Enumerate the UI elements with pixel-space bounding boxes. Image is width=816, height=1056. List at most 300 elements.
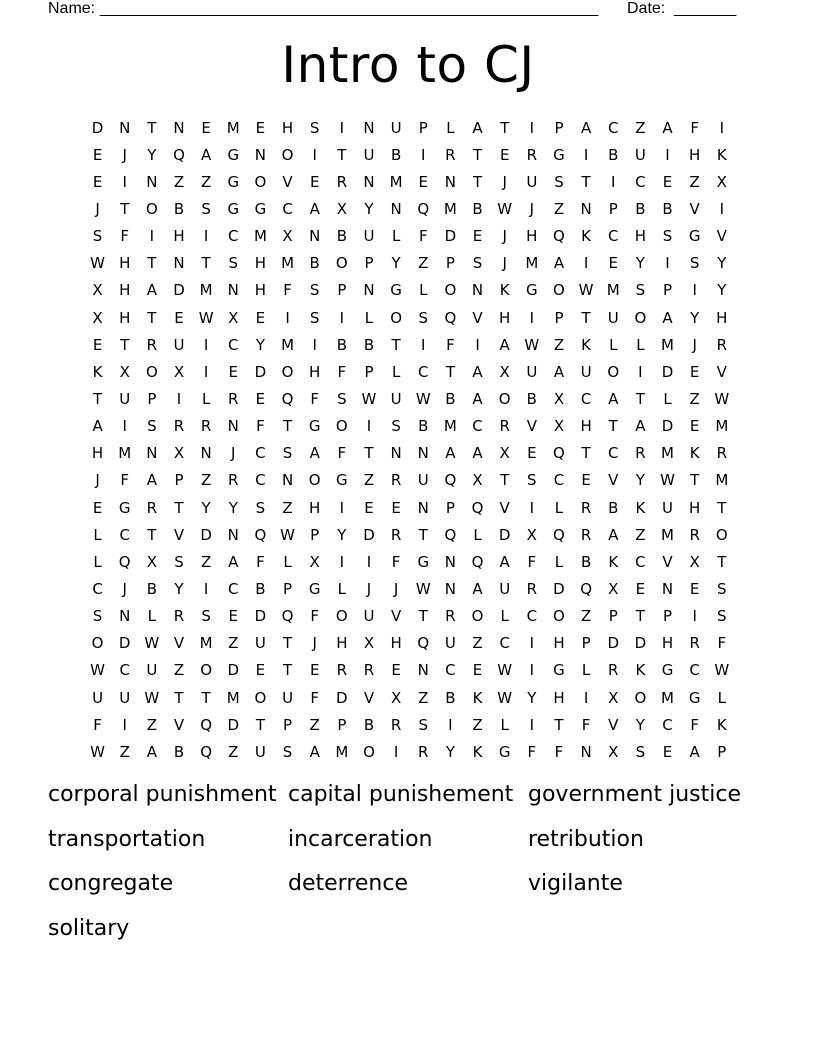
grid-letter[interactable]: I [122,172,127,191]
grid-letter[interactable]: M [199,281,213,300]
grid-letter[interactable]: K [689,444,700,463]
grid-letter[interactable]: O [498,389,511,408]
grid-letter[interactable]: X [173,362,185,381]
grid-letter[interactable]: T [418,607,428,626]
grid-letter[interactable]: A [309,742,320,761]
grid-letter[interactable]: I [203,227,209,246]
grid-letter[interactable]: U [607,308,619,327]
grid-letter[interactable]: H [119,308,131,327]
grid-letter[interactable]: L [581,661,591,680]
grid-letter[interactable]: H [689,498,701,517]
grid-letter[interactable]: W [497,661,513,680]
grid-letter[interactable]: C [689,661,700,680]
grid-letter[interactable]: X [499,444,510,463]
grid-letter[interactable]: N [417,444,429,463]
grid-letter[interactable]: B [472,199,483,218]
grid-letter[interactable]: Z [418,688,429,707]
grid-letter[interactable]: P [364,362,374,381]
grid-letter[interactable]: V [526,417,537,436]
grid-letter[interactable]: T [120,199,130,218]
grid-letter[interactable]: I [692,281,697,300]
grid-letter[interactable]: K [635,661,646,680]
grid-letter[interactable]: N [363,172,375,191]
grid-letter[interactable]: V [363,688,375,707]
grid-letter[interactable]: N [580,199,592,218]
grid-letter[interactable]: E [689,362,700,381]
grid-letter[interactable]: U [119,389,131,408]
grid-letter[interactable]: Y [391,254,401,273]
grid-letter[interactable]: X [119,362,130,381]
grid-letter[interactable]: T [391,335,401,354]
grid-letter[interactable]: W [714,389,730,408]
grid-letter[interactable]: A [472,444,483,463]
grid-letter[interactable]: S [337,389,347,408]
grid-letter[interactable]: P [364,254,374,273]
grid-letter[interactable]: D [553,579,565,598]
grid-letter[interactable]: W [578,281,594,300]
grid-letter[interactable]: O [254,688,267,707]
grid-letter[interactable]: K [499,281,510,300]
grid-letter[interactable]: F [527,742,537,761]
grid-letter[interactable]: X [390,688,402,707]
grid-letter[interactable]: A [228,552,239,571]
grid-letter[interactable]: B [418,417,429,436]
grid-letter[interactable]: Z [635,525,646,544]
grid-letter[interactable]: M [606,281,620,300]
grid-letter[interactable]: U [173,335,185,354]
grid-letter[interactable]: D [254,607,267,626]
grid-letter[interactable]: B [146,579,157,598]
grid-letter[interactable]: B [173,742,185,761]
grid-letter[interactable]: R [173,607,185,626]
grid-letter[interactable]: R [146,498,158,517]
grid-letter[interactable]: N [363,118,375,137]
grid-letter[interactable]: I [611,172,616,191]
grid-letter[interactable]: J [502,254,507,273]
grid-letter[interactable]: R [689,634,700,653]
grid-letter[interactable]: I [529,661,535,680]
grid-letter[interactable]: E [608,254,618,273]
grid-letter[interactable]: X [309,552,320,571]
grid-letter[interactable]: D [227,661,240,680]
grid-letter[interactable]: H [281,118,294,137]
grid-letter[interactable]: N [254,145,267,164]
grid-letter[interactable]: H [716,308,728,327]
grid-letter[interactable]: U [146,661,158,680]
grid-letter[interactable]: P [554,118,564,137]
grid-letter[interactable]: C [92,579,103,598]
grid-letter[interactable]: N [390,444,402,463]
grid-letter[interactable]: S [282,742,293,761]
grid-letter[interactable]: X [336,199,347,218]
grid-letter[interactable]: T [581,172,591,191]
grid-letter[interactable]: B [608,498,619,517]
grid-letter[interactable]: Q [444,525,457,544]
grid-letter[interactable]: M [118,444,132,463]
grid-letter[interactable]: T [364,444,374,463]
grid-letter[interactable]: E [255,661,266,680]
grid-letter[interactable]: B [608,145,619,164]
grid-letter[interactable]: A [201,145,212,164]
grid-letter[interactable]: T [717,498,727,517]
grid-letter[interactable]: R [336,661,348,680]
grid-letter[interactable]: Z [228,634,239,653]
grid-letter[interactable]: Y [228,498,238,517]
grid-letter[interactable]: K [635,498,646,517]
grid-letter[interactable]: H [309,498,321,517]
grid-letter[interactable]: O [145,362,158,381]
grid-letter[interactable]: N [444,552,457,571]
grid-letter[interactable]: S [255,498,266,517]
grid-letter[interactable]: Z [635,118,646,137]
grid-letter[interactable]: T [147,254,157,273]
grid-letter[interactable]: N [281,471,294,490]
grid-letter[interactable]: Z [472,634,483,653]
grid-letter[interactable]: C [608,118,619,137]
grid-letter[interactable]: V [608,715,619,734]
grid-letter[interactable]: B [255,579,266,598]
grid-letter[interactable]: D [118,634,131,653]
grid-letter[interactable]: O [363,742,375,761]
grid-letter[interactable]: N [661,579,674,598]
grid-letter[interactable]: N [200,444,212,463]
grid-letter[interactable]: L [446,118,455,137]
grid-letter[interactable]: O [145,199,158,218]
grid-letter[interactable]: K [472,742,483,761]
grid-letter[interactable]: E [228,607,239,626]
grid-letter[interactable]: J [529,199,535,218]
grid-letter[interactable]: M [525,254,539,273]
grid-letter[interactable]: F [690,715,699,734]
grid-letter[interactable]: M [253,227,267,246]
grid-letter[interactable]: I [149,227,155,246]
grid-letter[interactable]: Y [364,199,374,218]
grid-letter[interactable]: I [583,145,589,164]
date-field-line[interactable]: _______ [674,0,737,17]
grid-letter[interactable]: T [472,172,483,191]
grid-letter[interactable]: K [92,362,103,381]
grid-letter[interactable]: Q [553,525,565,544]
grid-letter[interactable]: A [146,742,157,761]
grid-letter[interactable]: C [499,634,510,653]
grid-letter[interactable]: I [366,417,372,436]
grid-letter[interactable]: H [254,254,267,273]
grid-letter[interactable]: I [529,498,535,517]
grid-letter[interactable]: T [174,688,184,707]
grid-letter[interactable]: H [634,227,647,246]
grid-letter[interactable]: S [717,607,727,626]
grid-letter[interactable]: Q [444,308,457,327]
grid-letter[interactable]: K [581,335,592,354]
grid-letter[interactable]: E [364,498,374,517]
grid-letter[interactable]: E [201,118,211,137]
grid-letter[interactable]: H [119,281,131,300]
grid-letter[interactable]: M [443,199,457,218]
grid-letter[interactable]: S [147,417,157,436]
grid-letter[interactable]: G [308,417,321,436]
grid-letter[interactable]: M [226,118,240,137]
grid-letter[interactable]: S [174,552,184,571]
grid-letter[interactable]: V [173,715,185,734]
grid-letter[interactable]: S [554,172,564,191]
grid-letter[interactable]: Z [228,742,239,761]
grid-letter[interactable]: V [173,634,185,653]
grid-letter[interactable]: D [607,634,620,653]
grid-letter[interactable]: O [553,607,565,626]
grid-letter[interactable]: C [282,199,293,218]
grid-letter[interactable]: D [336,688,348,707]
grid-letter[interactable]: I [176,389,182,408]
grid-letter[interactable]: L [636,335,645,354]
grid-letter[interactable]: I [122,417,127,436]
grid-letter[interactable]: I [339,552,345,571]
grid-letter[interactable]: Z [200,552,212,571]
grid-letter[interactable]: N [363,281,375,300]
grid-letter[interactable]: Q [471,498,484,517]
grid-letter[interactable]: S [689,254,700,273]
grid-letter[interactable]: W [90,254,105,273]
grid-letter[interactable]: Z [553,335,565,354]
grid-letter[interactable]: E [255,308,266,327]
grid-letter[interactable]: E [92,498,103,517]
grid-letter[interactable]: D [444,227,457,246]
grid-letter[interactable]: B [580,552,592,571]
grid-letter[interactable]: D [173,281,185,300]
grid-letter[interactable]: W [90,742,105,761]
grid-letter[interactable]: E [472,227,483,246]
grid-letter[interactable]: S [201,607,211,626]
grid-letter[interactable]: C [608,227,619,246]
grid-letter[interactable]: F [337,444,347,463]
grid-letter[interactable]: T [690,471,700,490]
grid-letter[interactable]: R [580,525,592,544]
grid-letter[interactable]: E [391,661,401,680]
grid-letter[interactable]: P [608,199,618,218]
grid-letter[interactable]: A [580,118,592,137]
grid-letter[interactable]: Q [200,742,213,761]
grid-letter[interactable]: P [663,281,673,300]
grid-letter[interactable]: A [608,389,619,408]
grid-letter[interactable]: O [91,634,104,653]
grid-letter[interactable]: T [418,525,428,544]
grid-letter[interactable]: U [499,579,511,598]
grid-letter[interactable]: L [500,715,509,734]
grid-letter[interactable]: A [608,525,619,544]
grid-letter[interactable]: Y [717,281,727,300]
grid-letter[interactable]: X [472,471,483,490]
grid-letter[interactable]: D [227,715,240,734]
grid-letter[interactable]: J [502,172,507,191]
grid-letter[interactable]: J [95,199,100,218]
grid-letter[interactable]: T [201,688,211,707]
grid-letter[interactable]: A [309,199,320,218]
grid-letter[interactable]: L [283,552,292,571]
grid-letter[interactable]: U [282,688,294,707]
grid-letter[interactable]: P [147,389,157,408]
grid-letter[interactable]: G [308,579,321,598]
grid-letter[interactable]: U [363,607,375,626]
grid-letter[interactable]: O [281,145,294,164]
grid-letter[interactable]: E [92,335,103,354]
grid-letter[interactable]: Z [119,742,130,761]
grid-letter[interactable]: U [363,145,375,164]
grid-letter[interactable]: V [716,362,727,381]
grid-letter[interactable]: L [473,525,482,544]
grid-letter[interactable]: P [581,634,591,653]
grid-letter[interactable]: B [173,199,185,218]
grid-letter[interactable]: R [146,335,158,354]
grid-letter[interactable]: O [715,525,728,544]
grid-letter[interactable]: M [715,417,729,436]
grid-letter[interactable]: R [390,471,402,490]
grid-letter[interactable]: P [337,715,347,734]
grid-letter[interactable]: T [255,715,265,734]
grid-letter[interactable]: L [554,552,564,571]
grid-letter[interactable]: Q [254,525,267,544]
grid-letter[interactable]: X [92,308,103,327]
grid-letter[interactable]: Z [363,471,375,490]
grid-letter[interactable]: C [119,525,130,544]
grid-letter[interactable]: V [282,172,293,191]
grid-letter[interactable]: T [201,254,211,273]
grid-letter[interactable]: F [120,227,130,246]
grid-letter[interactable]: T [472,145,483,164]
grid-letter[interactable]: S [282,444,293,463]
grid-letter[interactable]: Q [553,444,565,463]
grid-letter[interactable]: B [336,335,347,354]
grid-letter[interactable]: S [472,254,483,273]
grid-letter[interactable]: B [635,199,646,218]
grid-letter[interactable]: E [662,742,673,761]
grid-letter[interactable]: J [502,227,507,246]
grid-letter[interactable]: P [418,118,428,137]
grid-letter[interactable]: V [499,498,510,517]
grid-letter[interactable]: H [553,688,565,707]
grid-letter[interactable]: I [692,607,697,626]
grid-letter[interactable]: B [662,199,673,218]
grid-letter[interactable]: R [228,471,239,490]
grid-letter[interactable]: Y [635,254,645,273]
grid-letter[interactable]: A [553,254,565,273]
grid-letter[interactable]: A [499,552,510,571]
grid-letter[interactable]: I [475,335,480,354]
grid-letter[interactable]: T [282,661,293,680]
grid-letter[interactable]: V [689,199,700,218]
grid-letter[interactable]: F [120,471,130,490]
grid-letter[interactable]: C [228,579,239,598]
grid-letter[interactable]: G [526,281,538,300]
grid-letter[interactable]: N [119,607,131,626]
grid-letter[interactable]: N [390,199,402,218]
grid-letter[interactable]: I [339,308,345,327]
grid-letter[interactable]: P [283,579,293,598]
grid-letter[interactable]: D [661,362,674,381]
grid-letter[interactable]: E [255,118,266,137]
grid-letter[interactable]: S [309,308,320,327]
grid-letter[interactable]: D [661,417,674,436]
grid-letter[interactable]: U [92,688,104,707]
grid-letter[interactable]: C [526,607,538,626]
grid-letter[interactable]: M [661,688,674,707]
grid-letter[interactable]: A [309,444,320,463]
grid-letter[interactable]: I [421,335,426,354]
grid-letter[interactable]: M [661,525,674,544]
grid-letter[interactable]: C [445,661,456,680]
grid-letter[interactable]: I [529,118,535,137]
grid-letter[interactable]: U [390,118,402,137]
grid-letter[interactable]: T [717,552,727,571]
grid-letter[interactable]: J [366,579,372,598]
grid-letter[interactable]: W [415,579,431,598]
grid-letter[interactable]: L [391,227,401,246]
grid-letter[interactable]: I [339,118,345,137]
grid-letter[interactable]: M [281,335,295,354]
grid-letter[interactable]: D [254,362,267,381]
grid-letter[interactable]: F [418,227,428,246]
grid-letter[interactable]: G [254,199,267,218]
grid-letter[interactable]: S [418,308,429,327]
grid-letter[interactable]: A [635,417,646,436]
grid-letter[interactable]: R [390,715,402,734]
grid-letter[interactable]: L [337,579,347,598]
grid-letter[interactable]: Y [147,145,157,164]
grid-letter[interactable]: C [228,227,239,246]
grid-letter[interactable]: Z [309,715,320,734]
grid-letter[interactable]: P [554,308,564,327]
grid-letter[interactable]: U [444,634,456,653]
grid-letter[interactable]: X [92,281,103,300]
grid-letter[interactable]: G [553,145,565,164]
grid-letter[interactable]: A [472,362,483,381]
grid-letter[interactable]: G [227,145,240,164]
grid-letter[interactable]: Z [200,471,212,490]
grid-letter[interactable]: Y [690,308,700,327]
grid-letter[interactable]: Y [717,254,727,273]
grid-letter[interactable]: N [580,742,592,761]
grid-letter[interactable]: N [227,417,239,436]
grid-letter[interactable]: T [337,145,347,164]
grid-letter[interactable]: B [445,688,456,707]
grid-letter[interactable]: B [363,335,375,354]
grid-letter[interactable]: I [665,254,670,273]
grid-letter[interactable]: E [472,661,483,680]
grid-letter[interactable]: X [553,389,565,408]
grid-letter[interactable]: S [717,579,727,598]
grid-letter[interactable]: V [608,471,619,490]
grid-letter[interactable]: F [256,417,265,436]
grid-letter[interactable]: I [583,254,589,273]
grid-letter[interactable]: I [203,362,209,381]
grid-letter[interactable]: L [419,281,428,300]
grid-letter[interactable]: V [390,607,402,626]
grid-letter[interactable]: S [228,254,239,273]
grid-letter[interactable]: Q [471,552,484,571]
grid-letter[interactable]: I [312,145,317,164]
grid-letter[interactable]: A [662,308,673,327]
grid-letter[interactable]: H [661,634,674,653]
grid-letter[interactable]: Q [200,715,213,734]
grid-letter[interactable]: A [472,579,483,598]
grid-letter[interactable]: F [527,552,537,571]
grid-letter[interactable]: T [554,715,564,734]
grid-letter[interactable]: X [363,634,375,653]
grid-letter[interactable]: H [119,254,131,273]
grid-letter[interactable]: E [662,172,673,191]
grid-letter[interactable]: Y [255,335,265,354]
grid-letter[interactable]: T [445,362,455,381]
grid-letter[interactable]: C [662,715,673,734]
grid-letter[interactable]: O [335,254,348,273]
